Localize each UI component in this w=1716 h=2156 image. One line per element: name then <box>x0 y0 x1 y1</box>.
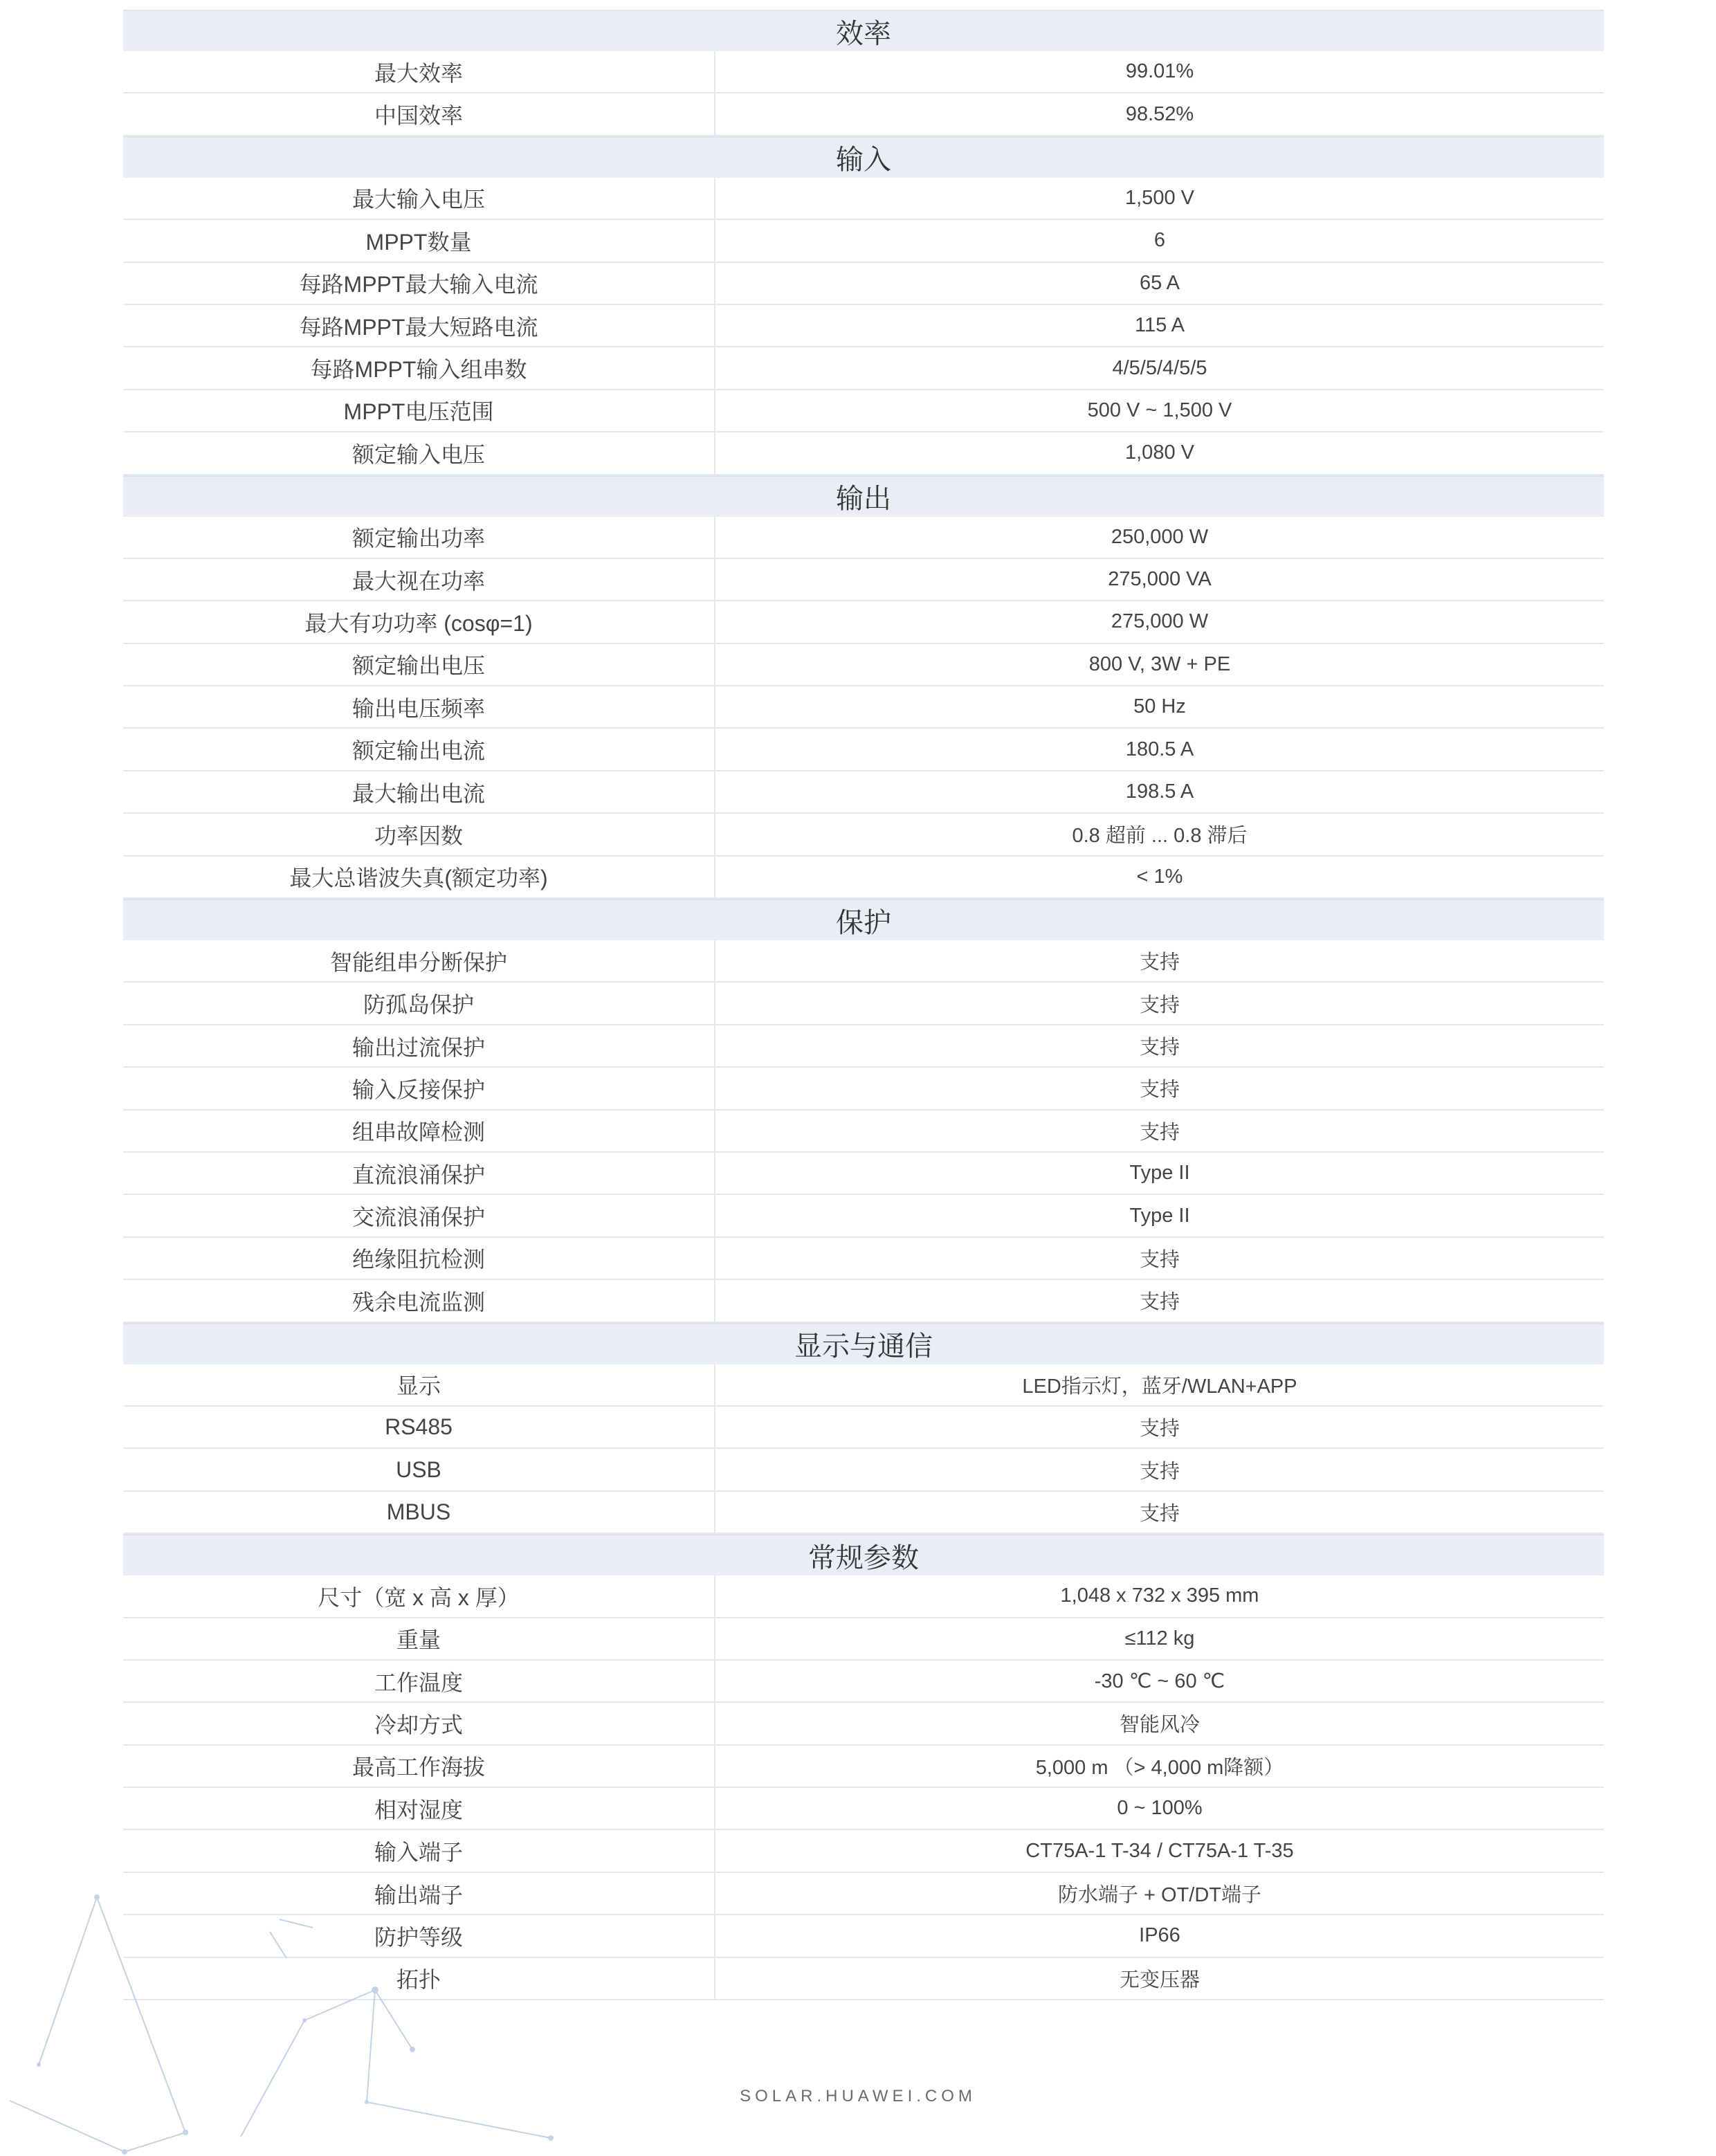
spec-value: 198.5 A <box>1125 780 1194 803</box>
spec-value: 防水端子 + OT/DT端子 <box>1057 1884 1262 1907</box>
spec-value: 65 A <box>1139 271 1180 294</box>
spec-value: 支持 <box>1139 1460 1180 1483</box>
spec-label: 工作温度 <box>123 1661 715 1701</box>
table-row <box>123 220 1604 262</box>
spec-value: 99.01% <box>1125 60 1194 83</box>
spec-label: 最高工作海拔 <box>123 1746 715 1787</box>
table-row <box>123 857 1604 899</box>
spec-value: 支持 <box>1139 1036 1180 1059</box>
table-row <box>123 686 1604 729</box>
spec-label: 每路MPPT输入组串数 <box>123 347 715 388</box>
table-row <box>123 1068 1604 1110</box>
section-header: 保护 <box>123 899 1604 940</box>
table-row <box>123 1661 1604 1703</box>
table-row <box>123 771 1604 814</box>
spec-value: 275,000 VA <box>1108 568 1212 591</box>
table-row <box>123 1195 1604 1237</box>
spec-label: 直流浪涌保护 <box>123 1153 715 1194</box>
table-row <box>123 1111 1604 1153</box>
table-row <box>123 1746 1604 1788</box>
spec-value: 支持 <box>1139 1291 1180 1314</box>
spec-label: 残余电流监测 <box>123 1280 715 1321</box>
spec-label: 防护等级 <box>123 1915 715 1956</box>
table-row <box>123 729 1604 771</box>
spec-value: 支持 <box>1139 1121 1180 1144</box>
spec-table <box>123 10 1604 2000</box>
table-row <box>123 93 1604 136</box>
spec-label: 尺寸（宽 x 高 x 厚） <box>123 1575 715 1616</box>
spec-value: 支持 <box>1139 1418 1180 1441</box>
spec-value: -30 ℃ ~ 60 ℃ <box>1094 1670 1225 1693</box>
spec-label: USB <box>123 1449 715 1490</box>
table-row <box>123 601 1604 643</box>
spec-value: 支持 <box>1139 1502 1180 1525</box>
spec-value: 0.8 超前 ... 0.8 滞后 <box>1072 825 1248 848</box>
spec-label: 每路MPPT最大短路电流 <box>123 305 715 346</box>
spec-label: 最大输出电流 <box>123 771 715 812</box>
spec-value: 4/5/5/4/5/5 <box>1112 356 1207 379</box>
table-row <box>123 517 1604 559</box>
spec-value: 98.52% <box>1125 102 1194 125</box>
spec-label: 最大输入电压 <box>123 178 715 219</box>
table-row <box>123 814 1604 856</box>
spec-value: 支持 <box>1139 1079 1180 1102</box>
table-row <box>123 1788 1604 1830</box>
table-row <box>123 559 1604 601</box>
spec-label: 相对湿度 <box>123 1788 715 1829</box>
network-line-decoration <box>0 1868 567 2156</box>
table-row <box>123 1830 1604 1872</box>
table-row <box>123 1364 1604 1407</box>
spec-label: 输入端子 <box>123 1830 715 1871</box>
table-row <box>123 1449 1604 1491</box>
spec-value: 5,000 m （> 4,000 m降额） <box>1035 1756 1284 1779</box>
spec-value: ≤112 kg <box>1124 1627 1195 1650</box>
spec-value: 1,080 V <box>1125 441 1194 464</box>
spec-label: 功率因数 <box>123 814 715 855</box>
spec-value: 50 Hz <box>1133 695 1186 718</box>
table-row <box>123 1280 1604 1322</box>
spec-label: MBUS <box>123 1492 715 1533</box>
spec-value: 500 V ~ 1,500 V <box>1087 399 1232 421</box>
spec-label: 重量 <box>123 1618 715 1659</box>
spec-label: 最大有功功率 (cosφ=1) <box>123 601 715 642</box>
spec-value: 支持 <box>1139 1248 1180 1271</box>
table-row <box>123 1153 1604 1195</box>
spec-value: 0 ~ 100% <box>1117 1797 1203 1820</box>
spec-label: 防孤岛保护 <box>123 983 715 1023</box>
table-row <box>123 1618 1604 1661</box>
spec-label: 绝缘阻抗检测 <box>123 1238 715 1279</box>
spec-value: 1,048 x 732 x 395 mm <box>1060 1584 1259 1607</box>
spec-label: 显示 <box>123 1364 715 1405</box>
spec-label: 额定输出电压 <box>123 644 715 685</box>
table-row <box>123 51 1604 93</box>
spec-label: 最大效率 <box>123 51 715 92</box>
spec-label: 交流浪涌保护 <box>123 1195 715 1236</box>
spec-label: 组串故障检测 <box>123 1111 715 1151</box>
table-row <box>123 940 1604 983</box>
spec-label: 额定输出电流 <box>123 729 715 769</box>
spec-label: 输入反接保护 <box>123 1068 715 1108</box>
table-row <box>123 1407 1604 1449</box>
section-header: 效率 <box>123 10 1604 51</box>
spec-label: 最大总谐波失真(额定功率) <box>123 857 715 897</box>
spec-value: 250,000 W <box>1111 525 1209 548</box>
spec-label: 中国效率 <box>123 93 715 134</box>
table-row <box>123 263 1604 305</box>
spec-label: 额定输入电压 <box>123 432 715 473</box>
section-header: 输出 <box>123 475 1604 517</box>
spec-value: 275,000 W <box>1111 610 1209 633</box>
spec-value: 支持 <box>1139 951 1180 974</box>
section-header: 常规参数 <box>123 1534 1604 1575</box>
table-row <box>123 1492 1604 1534</box>
spec-label: 输出电压频率 <box>123 686 715 727</box>
spec-label: 最大视在功率 <box>123 559 715 600</box>
table-row <box>123 1703 1604 1745</box>
table-row <box>123 178 1604 220</box>
spec-value: Type II <box>1129 1162 1190 1185</box>
spec-label: 输出过流保护 <box>123 1025 715 1066</box>
table-row <box>123 644 1604 686</box>
spec-value: 6 <box>1153 229 1166 252</box>
spec-value: 1,500 V <box>1125 186 1194 209</box>
table-row <box>123 1238 1604 1280</box>
spec-label: RS485 <box>123 1407 715 1447</box>
table-row <box>123 1575 1604 1618</box>
spec-value: Type II <box>1129 1204 1190 1227</box>
spec-value: 180.5 A <box>1125 738 1194 760</box>
table-row <box>123 305 1604 347</box>
spec-label: 拓扑 <box>123 1958 715 1999</box>
section-header: 显示与通信 <box>123 1323 1604 1364</box>
spec-value: 800 V, 3W + PE <box>1088 652 1231 675</box>
spec-label: 冷却方式 <box>123 1703 715 1744</box>
section-header: 输入 <box>123 136 1604 178</box>
table-row <box>123 347 1604 390</box>
spec-value: 无变压器 <box>1119 1968 1200 1991</box>
table-row <box>123 432 1604 475</box>
spec-label: 额定输出功率 <box>123 517 715 558</box>
footer-url[interactable]: SOLAR.HUAWEI.COM <box>740 2087 976 2105</box>
spec-value: 支持 <box>1139 994 1180 1016</box>
spec-value: < 1% <box>1136 865 1183 888</box>
spec-label: 输出端子 <box>123 1873 715 1914</box>
spec-label: 每路MPPT最大输入电流 <box>123 263 715 304</box>
spec-label: 智能组串分断保护 <box>123 940 715 981</box>
table-row <box>123 1025 1604 1068</box>
spec-value: 智能风冷 <box>1119 1714 1200 1737</box>
spec-label: MPPT电压范围 <box>123 390 715 431</box>
spec-value: IP66 <box>1139 1924 1180 1947</box>
spec-value: CT75A-1 T-34 / CT75A-1 T-35 <box>1025 1839 1294 1862</box>
table-row <box>123 390 1604 432</box>
table-row <box>123 983 1604 1025</box>
spec-label: MPPT数量 <box>123 220 715 261</box>
spec-value: 115 A <box>1134 314 1185 337</box>
spec-value: LED指示灯，蓝牙/WLAN+APP <box>1022 1375 1297 1398</box>
